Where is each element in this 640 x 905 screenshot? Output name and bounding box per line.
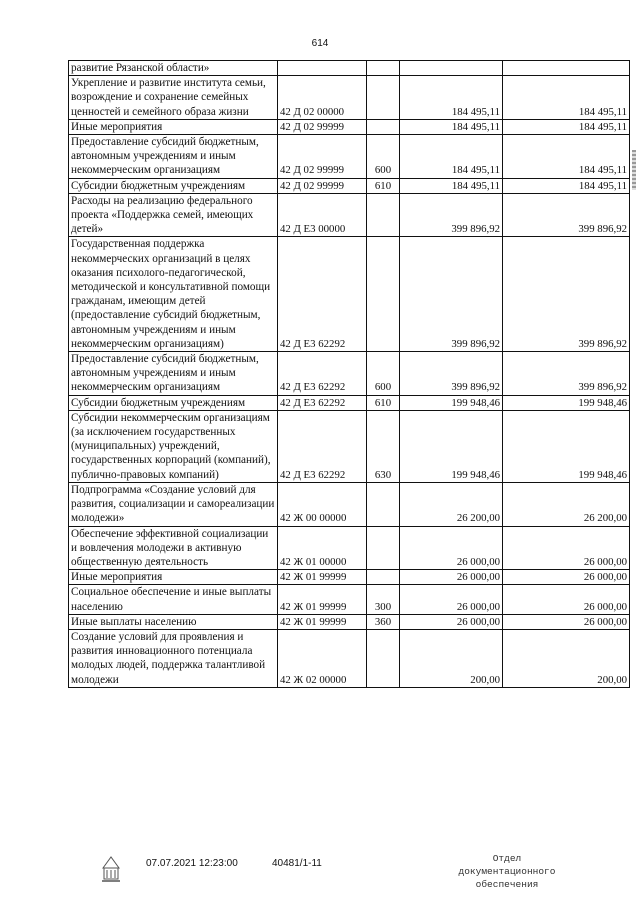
row-amount-1: 184 495,11: [400, 178, 503, 193]
row-name: Государственная поддержка некоммерческих организаций в целях оказания психолого-педагогической, методической и консультативной помощи гражданам, имеющим детей (предоставление субсидий бюджетным, автономным учреждениям и иным некоммерческим организациям): [69, 237, 278, 352]
row-expense-type: [367, 237, 400, 352]
row-amount-1: 184 495,11: [400, 119, 503, 134]
footer-department: [452, 852, 562, 891]
row-amount-2: 399 896,92: [503, 237, 630, 352]
row-expense-type: 610: [367, 178, 400, 193]
emblem-logo-icon: [100, 854, 122, 884]
row-amount-1: 26 200,00: [400, 482, 503, 526]
row-code: 42 Д 02 99999: [278, 135, 367, 179]
row-amount-1: 399 896,92: [400, 193, 503, 237]
row-name: Предоставление субсидий бюджетным, автономным учреждениям и иным некоммерческим организациям: [69, 352, 278, 396]
table-row: [69, 585, 630, 614]
row-amount-2: [503, 61, 630, 76]
row-expense-type: [367, 61, 400, 76]
row-code: [278, 61, 367, 76]
row-expense-type: 600: [367, 352, 400, 396]
row-amount-2: 399 896,92: [503, 352, 630, 396]
row-name: Подпрограмма «Создание условий для развития, социализации и самореализации молодежи»: [69, 482, 278, 526]
row-amount-2: 199 948,46: [503, 395, 630, 410]
table-row: [69, 119, 630, 134]
table-row: [69, 76, 630, 120]
row-expense-type: [367, 526, 400, 570]
row-amount-2: 399 896,92: [503, 193, 630, 237]
budget-table: [68, 60, 630, 688]
row-code: 42 Д 02 99999: [278, 178, 367, 193]
row-amount-2: 26 000,00: [503, 585, 630, 614]
row-amount-1: 200,00: [400, 629, 503, 687]
row-name: Субсидии бюджетным учреждениям: [69, 395, 278, 410]
row-amount-2: 26 000,00: [503, 526, 630, 570]
row-name: Обеспечение эффективной социализации и вовлечения молодежи в активную общественную деятельность: [69, 526, 278, 570]
table-row: [69, 629, 630, 687]
row-expense-type: 360: [367, 614, 400, 629]
table-row: [69, 61, 630, 76]
table-row: [69, 410, 630, 482]
row-amount-1: 26 000,00: [400, 614, 503, 629]
row-amount-1: 184 495,11: [400, 135, 503, 179]
row-code: 42 Д Е3 62292: [278, 352, 367, 396]
row-amount-1: 26 000,00: [400, 585, 503, 614]
row-expense-type: [367, 570, 400, 585]
row-expense-type: [367, 119, 400, 134]
row-name: Укрепление и развитие института семьи, возрождение и сохранение семейных ценностей и семейного образа жизни: [69, 76, 278, 120]
row-name: Субсидии бюджетным учреждениям: [69, 178, 278, 193]
footer-date: 07.07.2021 12:23:00: [146, 858, 238, 869]
row-expense-type: [367, 76, 400, 120]
table-row: [69, 237, 630, 352]
table-row: [69, 526, 630, 570]
row-expense-type: [367, 482, 400, 526]
row-name: Предоставление субсидий бюджетным, автономным учреждениям и иным некоммерческим организациям: [69, 135, 278, 179]
table-row: [69, 614, 630, 629]
row-name: Иные мероприятия: [69, 570, 278, 585]
row-name: Социальное обеспечение и иные выплаты населению: [69, 585, 278, 614]
row-amount-1: 199 948,46: [400, 395, 503, 410]
row-code: 42 Д 02 00000: [278, 76, 367, 120]
row-amount-2: 26 000,00: [503, 614, 630, 629]
row-amount-1: 399 896,92: [400, 237, 503, 352]
row-code: 42 Д Е3 62292: [278, 395, 367, 410]
row-amount-2: 184 495,11: [503, 178, 630, 193]
row-name: Субсидии некоммерческим организациям (за исключением государственных (муниципальных) учреждений, государственных корпораций (компаний), публично-правовых компаний): [69, 410, 278, 482]
scan-edge-mark: [632, 150, 636, 190]
row-amount-2: 26 000,00: [503, 570, 630, 585]
row-code: 42 Д Е3 62292: [278, 410, 367, 482]
row-amount-2: 26 200,00: [503, 482, 630, 526]
row-name: Иные мероприятия: [69, 119, 278, 134]
row-name: Создание условий для проявления и развития инновационного потенциала молодых людей, поддержка талантливой молодежи: [69, 629, 278, 687]
row-amount-1: 26 000,00: [400, 570, 503, 585]
row-code: 42 Д Е3 62292: [278, 237, 367, 352]
row-code: 42 Д 02 99999: [278, 119, 367, 134]
row-name: Расходы на реализацию федерального проекта «Поддержка семей, имеющих детей»: [69, 193, 278, 237]
table-row: [69, 135, 630, 179]
row-amount-1: 199 948,46: [400, 410, 503, 482]
row-expense-type: [367, 193, 400, 237]
footer-department-line2: обеспечения: [475, 879, 539, 890]
row-code: 42 Д Е3 00000: [278, 193, 367, 237]
row-amount-1: [400, 61, 503, 76]
footer-department-line1: Отдел документационного: [458, 853, 556, 877]
table-row: [69, 395, 630, 410]
row-amount-1: 399 896,92: [400, 352, 503, 396]
row-amount-2: 184 495,11: [503, 119, 630, 134]
page-number: 614: [311, 38, 329, 49]
row-code: 42 Ж 01 99999: [278, 585, 367, 614]
footer-doc-number: 40481/1-11: [272, 858, 322, 869]
footer: [0, 850, 640, 900]
row-expense-type: 630: [367, 410, 400, 482]
row-code: 42 Ж 01 99999: [278, 570, 367, 585]
row-code: 42 Ж 01 00000: [278, 526, 367, 570]
row-amount-2: 184 495,11: [503, 76, 630, 120]
row-name: Иные выплаты населению: [69, 614, 278, 629]
row-amount-2: 200,00: [503, 629, 630, 687]
row-expense-type: 600: [367, 135, 400, 179]
row-expense-type: [367, 629, 400, 687]
row-amount-2: 184 495,11: [503, 135, 630, 179]
table-row: [69, 352, 630, 396]
table-row: [69, 482, 630, 526]
table-row: [69, 570, 630, 585]
table-row: [69, 193, 630, 237]
row-amount-1: 184 495,11: [400, 76, 503, 120]
row-code: 42 Ж 00 00000: [278, 482, 367, 526]
row-amount-1: 26 000,00: [400, 526, 503, 570]
row-code: 42 Ж 02 00000: [278, 629, 367, 687]
row-amount-2: 199 948,46: [503, 410, 630, 482]
row-expense-type: 300: [367, 585, 400, 614]
table-row: [69, 178, 630, 193]
row-code: 42 Ж 01 99999: [278, 614, 367, 629]
row-name: развитие Рязанской области»: [69, 61, 278, 76]
row-expense-type: 610: [367, 395, 400, 410]
budget-table-body: [69, 61, 630, 688]
